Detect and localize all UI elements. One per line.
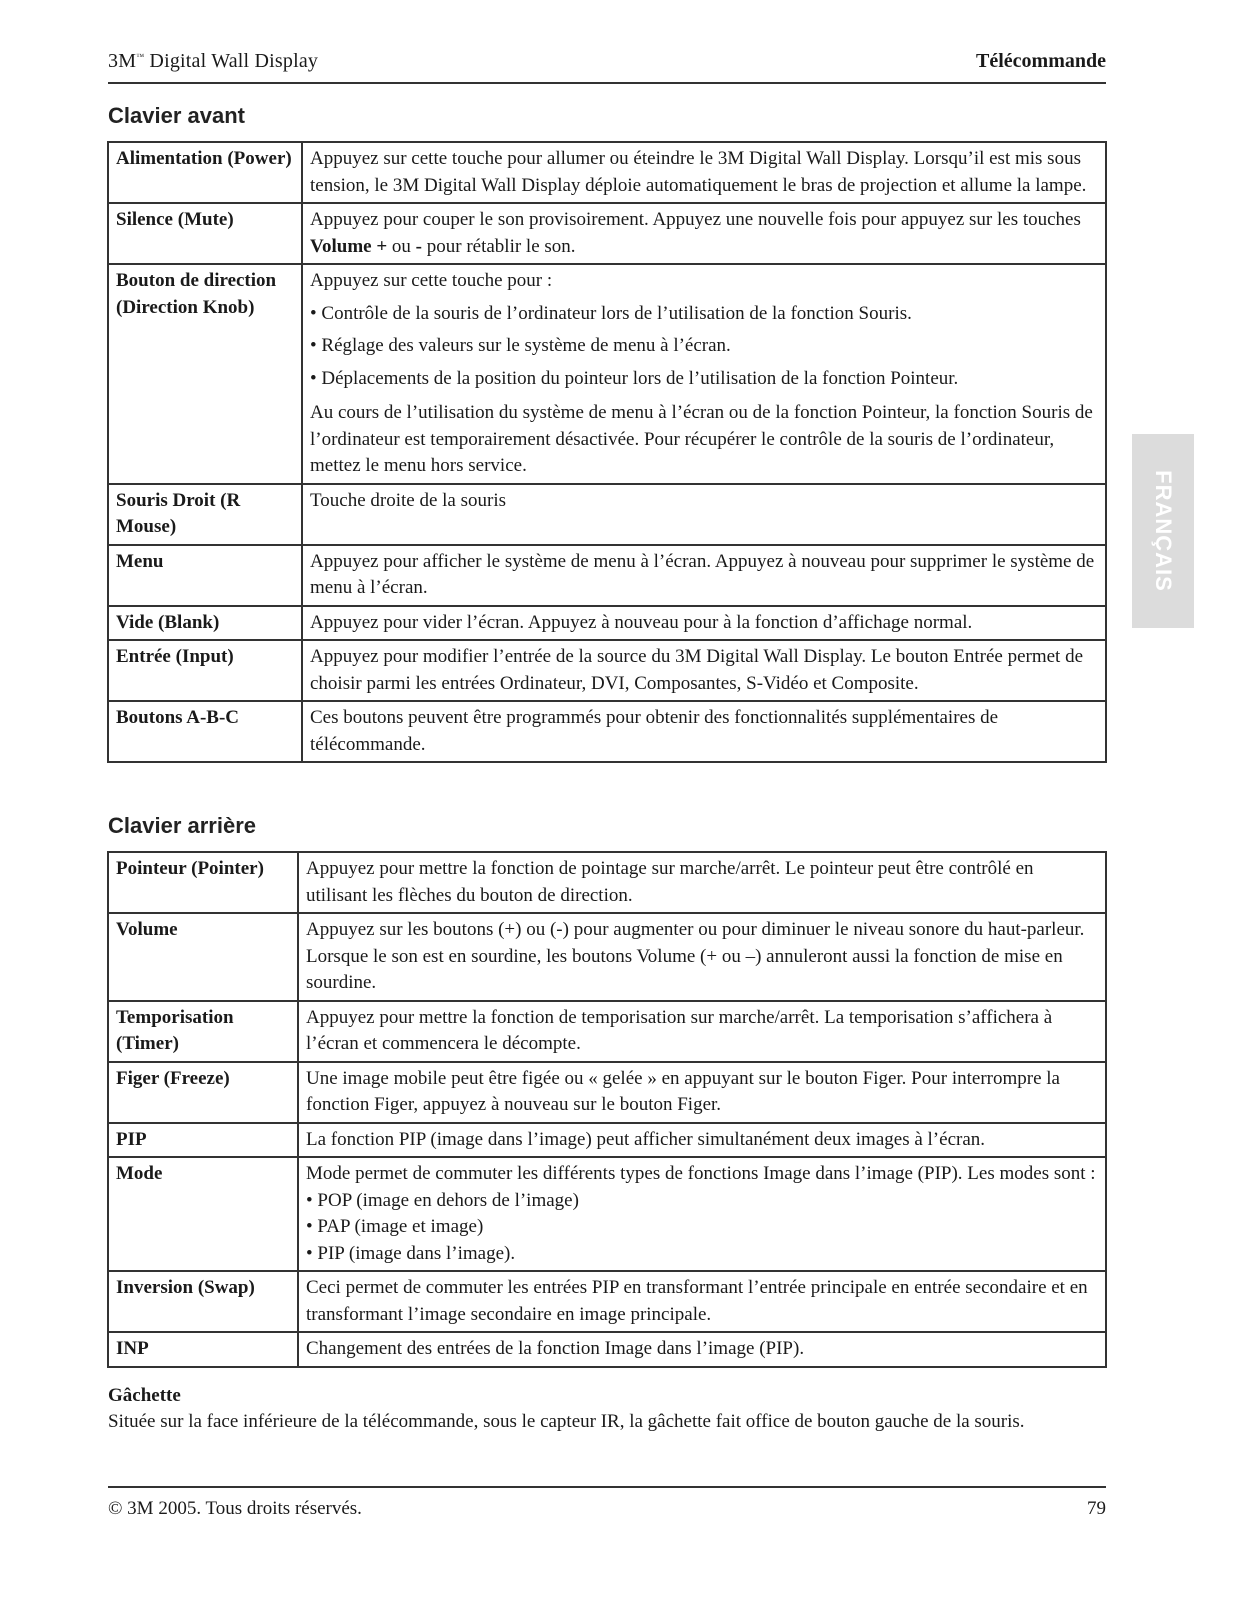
key-description: Appuyez sur cette touche pour allumer ou éteindre le 3M Digital Wall Display. Lorsqu’il est mis sous tension, le 3M Digital Wall Display déploie automatiquement le bras de projection et allume la lampe. bbox=[302, 142, 1106, 203]
key-name: Figer (Freeze) bbox=[108, 1062, 298, 1123]
key-description: Appuyez pour mettre la fonction de pointage sur marche/arrêt. Le pointeur peut être contrôlé en utilisant les flèches du bouton de direction. bbox=[298, 852, 1106, 913]
key-name: Bouton de direction (Direction Knob) bbox=[108, 264, 302, 484]
table-row bbox=[108, 264, 1106, 484]
page-number: 79 bbox=[1087, 1498, 1106, 1519]
key-name: Alimentation (Power) bbox=[108, 142, 302, 203]
front-keypad-table bbox=[107, 141, 1107, 763]
key-description: Touche droite de la souris bbox=[302, 484, 1106, 545]
table-row bbox=[108, 701, 1106, 762]
key-description: Appuyez pour couper le son provisoirement. Appuyez une nouvelle fois pour appuyez sur les touches Volume + ou - pour rétablir le son. bbox=[302, 203, 1106, 264]
key-description: Changement des entrées de la fonction Image dans l’image (PIP). bbox=[298, 1332, 1106, 1367]
key-description: Une image mobile peut être figée ou « gelée » en appuyant sur le bouton Figer. Pour interrompre la fonction Figer, appuyez à nouveau sur le bouton Figer. bbox=[298, 1062, 1106, 1123]
page-footer bbox=[108, 1486, 1106, 1528]
rear-keypad-table bbox=[107, 851, 1107, 1368]
table-row bbox=[108, 484, 1106, 545]
page-header bbox=[108, 48, 1106, 84]
key-description: Mode permet de commuter les différents types de fonctions Image dans l’image (PIP). Les modes sont : • POP (image en dehors de l’image) • PAP (image et image) • PIP (image dans l’image). bbox=[298, 1157, 1106, 1271]
key-name: Menu bbox=[108, 545, 302, 606]
key-description: Appuyez pour afficher le système de menu à l’écran. Appuyez à nouveau pour supprimer le système de menu à l’écran. bbox=[302, 545, 1106, 606]
key-name: Mode bbox=[108, 1157, 298, 1271]
copyright-text: © 3M 2005. Tous droits réservés. bbox=[108, 1498, 362, 1519]
table-row bbox=[108, 1062, 1106, 1123]
trigger-section bbox=[108, 1383, 1106, 1435]
trigger-text: Située sur la face inférieure de la télécommande, sous le capteur IR, la gâchette fait office de bouton gauche de la souris. bbox=[108, 1411, 1025, 1432]
header-section-title: Télécommande bbox=[976, 50, 1106, 72]
key-name: Souris Droit (R Mouse) bbox=[108, 484, 302, 545]
key-name: INP bbox=[108, 1332, 298, 1367]
key-description: Ces boutons peuvent être programmés pour obtenir des fonctionnalités supplémentaires de télécommande. bbox=[302, 701, 1106, 762]
key-description: Appuyez sur les boutons (+) ou (-) pour augmenter ou pour diminuer le niveau sonore du haut-parleur. Lorsque le son est en sourdine, les boutons Volume (+ ou –) annuleront aussi la fonction de mise en sourdine. bbox=[298, 913, 1106, 1001]
table-row bbox=[108, 852, 1106, 913]
key-description: Appuyez sur cette touche pour : • Contrôle de la souris de l’ordinateur lors de l’utilisation de la fonction Souris. • Réglage des valeurs sur le système de menu à l’écran. • Déplacements de la position du pointeur lors de l’utilisation de la fonction Pointeur. Au cours de l’utilisation du système de menu à l’écran ou de la fonction Pointeur, la fonction Souris de l’ordinateur est temporairement désactivée. Pour récupérer le contrôle de la souris de l’ordinateur, mettez le menu hors service. bbox=[302, 264, 1106, 484]
table-row bbox=[108, 545, 1106, 606]
key-name: Silence (Mute) bbox=[108, 203, 302, 264]
key-name: PIP bbox=[108, 1123, 298, 1158]
table-row bbox=[108, 640, 1106, 701]
table-row bbox=[108, 1001, 1106, 1062]
language-tab: FRANÇAIS bbox=[1132, 434, 1194, 628]
key-name: Boutons A-B-C bbox=[108, 701, 302, 762]
key-name: Temporisation (Timer) bbox=[108, 1001, 298, 1062]
table-row bbox=[108, 1157, 1106, 1271]
front-keypad-title: Clavier avant bbox=[108, 103, 245, 128]
table-row bbox=[108, 142, 1106, 203]
key-description: Appuyez pour vider l’écran. Appuyez à nouveau pour à la fonction d’affichage normal. bbox=[302, 606, 1106, 641]
rear-keypad-title: Clavier arrière bbox=[108, 813, 256, 838]
table-row bbox=[108, 1271, 1106, 1332]
key-name: Vide (Blank) bbox=[108, 606, 302, 641]
key-name: Entrée (Input) bbox=[108, 640, 302, 701]
key-name: Inversion (Swap) bbox=[108, 1271, 298, 1332]
trigger-heading: Gâchette bbox=[108, 1385, 181, 1406]
key-description: Appuyez pour mettre la fonction de temporisation sur marche/arrêt. La temporisation s’affichera à l’écran et commencera le décompte. bbox=[298, 1001, 1106, 1062]
key-name: Volume bbox=[108, 913, 298, 1001]
table-row bbox=[108, 203, 1106, 264]
key-description: Ceci permet de commuter les entrées PIP en transformant l’entrée principale en entrée secondaire et en transformant l’image secondaire en image principale. bbox=[298, 1271, 1106, 1332]
table-row bbox=[108, 606, 1106, 641]
key-name: Pointeur (Pointer) bbox=[108, 852, 298, 913]
table-row bbox=[108, 1332, 1106, 1367]
table-row bbox=[108, 1123, 1106, 1158]
key-description: La fonction PIP (image dans l’image) peut afficher simultanément deux images à l’écran. bbox=[298, 1123, 1106, 1158]
table-row bbox=[108, 913, 1106, 1001]
key-description: Appuyez pour modifier l’entrée de la source du 3M Digital Wall Display. Le bouton Entrée permet de choisir parmi les entrées Ordinateur, DVI, Composantes, S-Vidéo et Composite. bbox=[302, 640, 1106, 701]
header-document-title: 3M™ Digital Wall Display bbox=[108, 50, 319, 72]
